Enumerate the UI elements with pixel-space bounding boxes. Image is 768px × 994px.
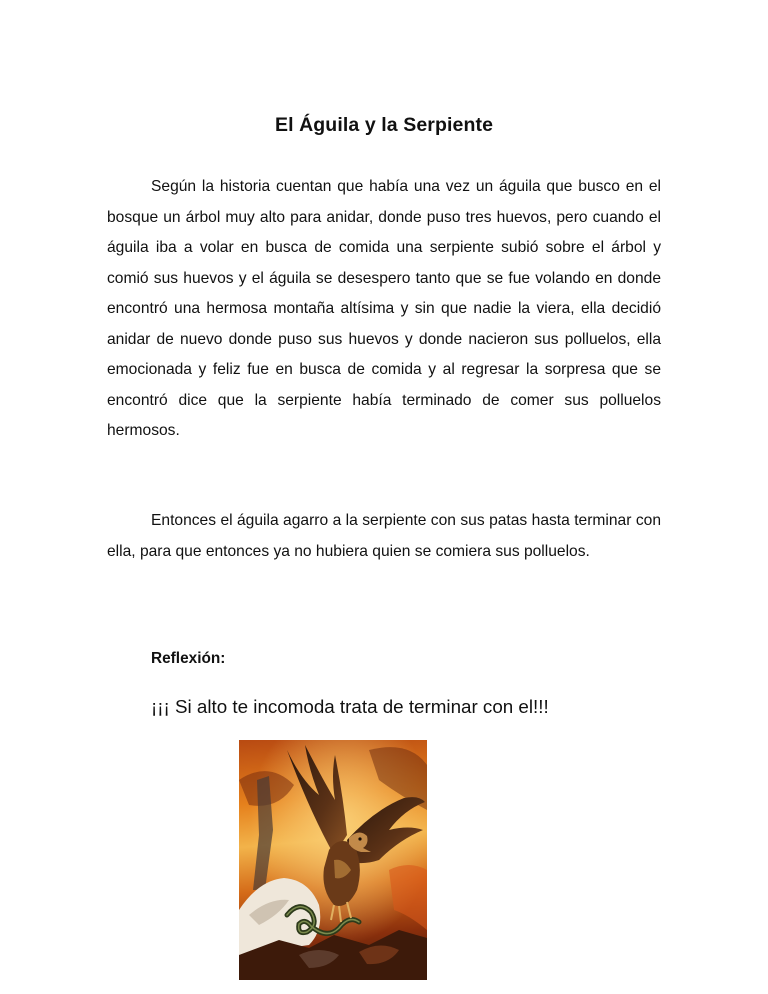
- eagle-serpent-drawing: [239, 740, 427, 980]
- reflexion-text: ¡¡¡ Si alto te incomoda trata de terminar con el!!!: [151, 696, 549, 717]
- document-title: El Águila y la Serpiente: [274, 114, 494, 136]
- story-paragraph-1: Según la historia cuentan que había una vez un águila que busco en el bosque un árbol muy alto para anidar, donde puso tres huevos, pero cuando el águila iba a volar en busca de comida una serpiente subió sobre el árbol y comió sus huevos y el águila se desespero tanto que se fue volando en donde encontró una hermosa montaña altísima y sin que nadie la viera, ella decidió anidar de nuevo donde puso sus huevos y donde nacieron sus polluelos, ella emocionada y feliz fue en busca de comida y al regresar la sorpresa que se encontró dice que la serpiente había terminado de comer sus polluelos hermosos.: [107, 178, 661, 439]
- story-paragraph-2: Entonces el águila agarro a la serpiente con sus patas hasta terminar con ella, para que entonces ya no hubiera quien se comiera sus polluelos.: [107, 512, 661, 560]
- reflexion-label: Reflexión:: [151, 650, 226, 667]
- eagle-serpent-illustration: [239, 740, 427, 980]
- eagle-eye: [358, 837, 361, 840]
